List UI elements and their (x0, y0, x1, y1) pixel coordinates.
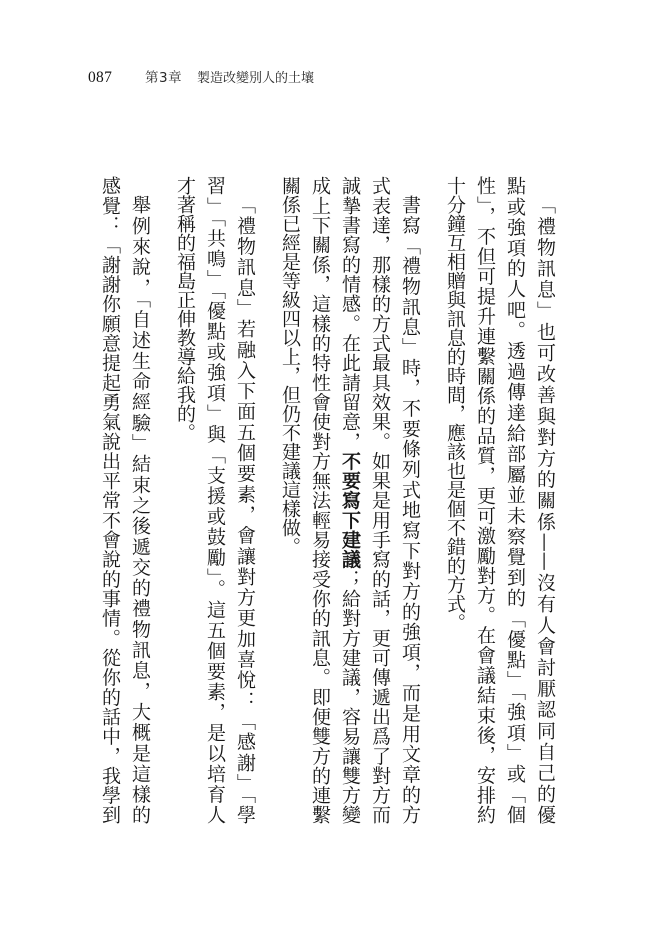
text-column: 才著稱的福島正伸教導給我的。 (174, 176, 196, 442)
text-column: 習」「共鳴」「優點或強項」與「支援或鼓勵」。這五個要素，是以培育人 (204, 176, 226, 824)
emphasized-text: 不要寫下建議 (339, 451, 361, 570)
text-column: 式表達，那樣的方式最具效果。如果是用手寫的話，更可傳遞出爲了對方而 (369, 176, 391, 824)
text-column (338, 176, 362, 824)
chapter-title: 製造改變別人的土壤 (197, 71, 315, 86)
text-column: 「禮物訊息」也可改善與對方的關係——沒有人會討厭認同自己的優 (534, 195, 556, 824)
running-header (88, 69, 388, 89)
text-segment: ；給對方建議，容易讓雙方變 (339, 569, 361, 824)
text-column: 書寫「禮物訊息」時，不要條列式地寫下對方的強項，而是用文章的方 (399, 195, 421, 824)
text-column: 關係已經是等級四以上，但仍不建議這樣做。 (279, 176, 301, 556)
text-column: 感覺：「謝謝你願意提起勇氣說出平常不會說的事情。從你的話中，我學到 (99, 176, 121, 824)
text-column: 性」，不但可提升連繫關係的品質，更可激勵對方。在會議結束後，安排約 (474, 176, 496, 824)
text-segment: 誠摯書寫的情感。在此請留意， (339, 176, 361, 452)
text-column: 舉例來說，「自述生命經驗」結束之後遞交的禮物訊息，大概是這樣的 (129, 195, 151, 824)
text-column: 成上下關係，這樣的特性會使對方無法輕易接受你的訊息。即便雙方的連繫 (309, 176, 331, 824)
text-column: 十分鐘互相贈與訊息的時間，應該也是個不錯的方式。 (444, 176, 466, 632)
text-column: 點或強項的人吧。透過傳達給部屬並未察覺到的「優點」「強項」或「個 (504, 176, 526, 824)
page-number: 087 (88, 69, 113, 86)
text-column: 「禮物訊息」若融入下面五個要素，會讓對方更加喜悅：「感謝」「學 (234, 195, 256, 824)
chapter-label: 第3章 (145, 70, 183, 86)
